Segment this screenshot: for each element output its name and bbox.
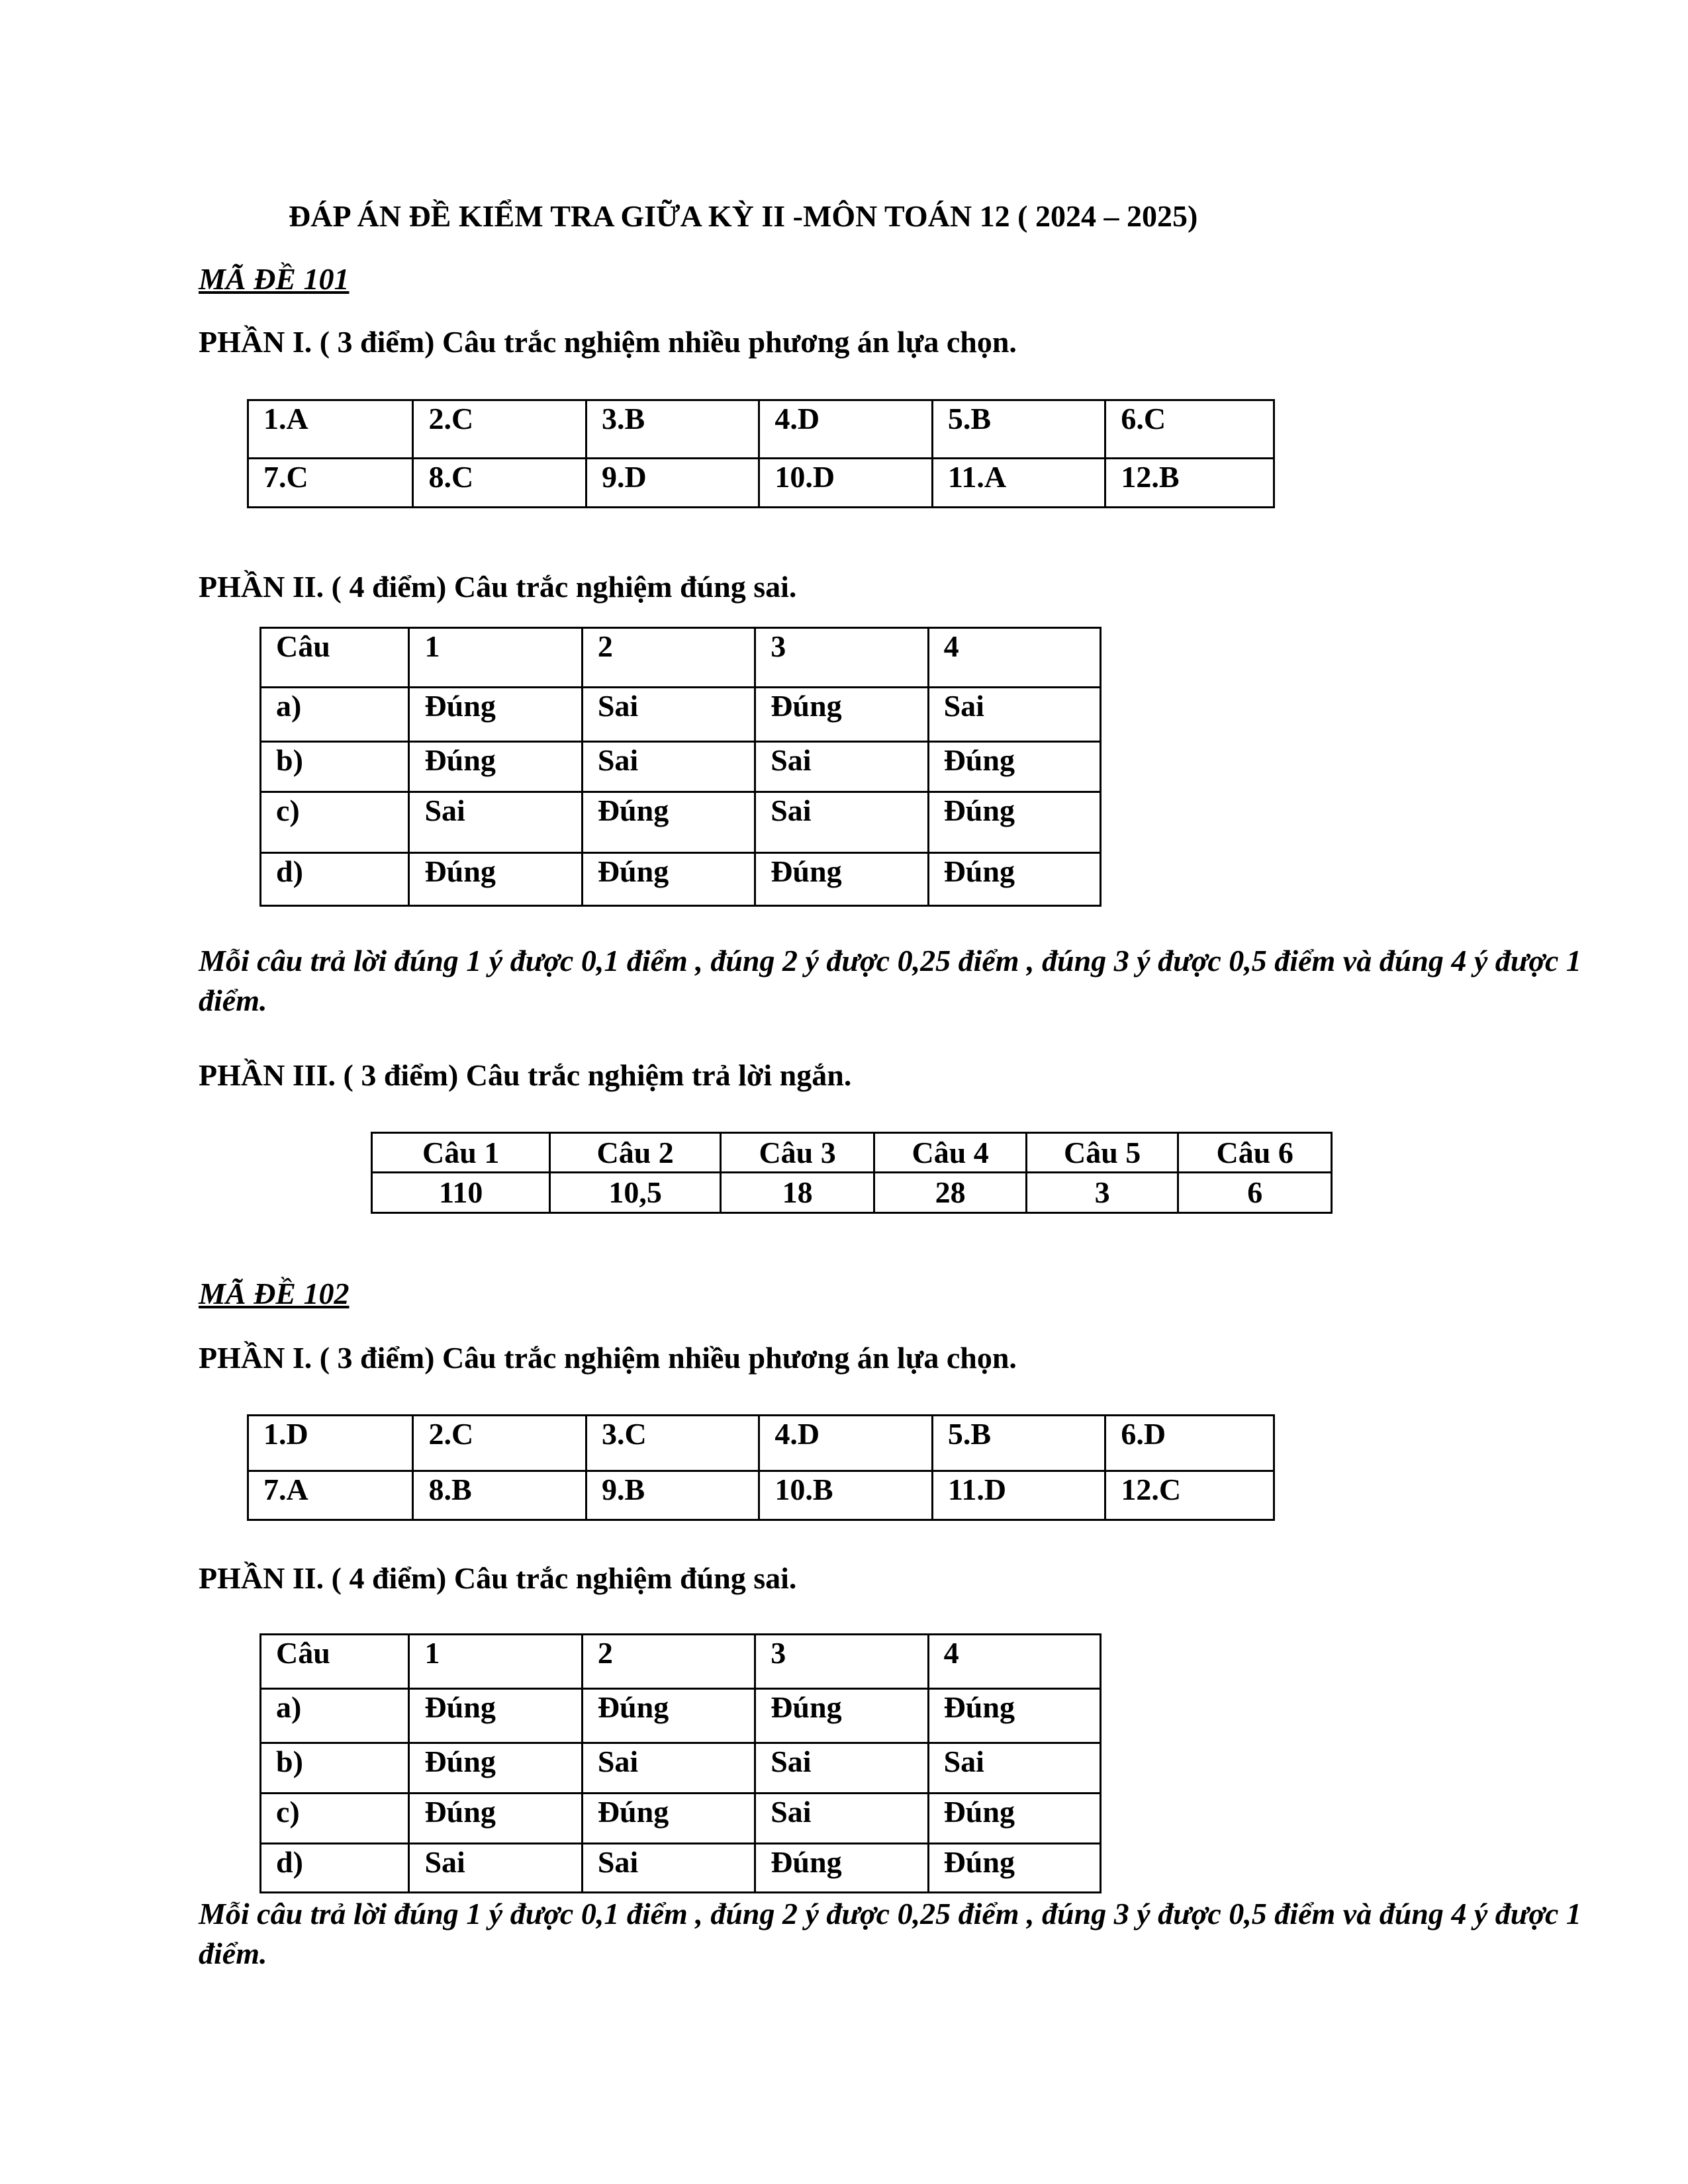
answer-cell: Sai [582, 742, 755, 792]
answer-cell: Đúng [409, 853, 582, 906]
header-cell: Câu 5 [1026, 1133, 1178, 1173]
de101-scoring-note: Mỗi câu trả lời đúng 1 ý được 0,1 điểm , đúng 2 ý được 0,25 điểm , đúng 3 ý được 0,5 điểm và đúng 4 ý được 1 điểm. [199, 944, 1581, 1017]
de101-part3-table [371, 1132, 1333, 1214]
answer-cell: Đúng [582, 1689, 755, 1743]
answer-cell: Đúng [755, 853, 928, 906]
answer-cell: 6.C [1105, 400, 1274, 459]
row-label: c) [261, 792, 409, 853]
answer-cell: Sai [755, 1743, 928, 1794]
de102-part1-table [247, 1414, 1275, 1521]
header-cell: Câu [261, 628, 409, 688]
answer-cell: 9.B [586, 1471, 759, 1520]
page-title: ĐÁP ÁN ĐỀ KIỂM TRA GIỮA KỲ II -MÔN TOÁN 12 ( 2024 – 2025) [289, 199, 1198, 233]
answer-cell: Đúng [409, 742, 582, 792]
header-cell: Câu 6 [1178, 1133, 1332, 1173]
answer-cell: Đúng [928, 1794, 1100, 1844]
answer-cell: Đúng [582, 853, 755, 906]
answer-cell: 1.A [248, 400, 413, 459]
answer-cell: 9.D [586, 459, 759, 508]
answer-cell: 3 [1026, 1173, 1178, 1213]
answer-cell: Đúng [582, 792, 755, 853]
answer-cell: 6 [1178, 1173, 1332, 1213]
answer-cell: 11.A [932, 459, 1105, 508]
answer-cell: Sai [582, 688, 755, 742]
answer-cell: Sai [928, 688, 1100, 742]
answer-cell: Đúng [928, 1844, 1100, 1893]
answer-cell: 4.D [759, 400, 933, 459]
header-cell: 4 [928, 628, 1100, 688]
answer-cell: 110 [372, 1173, 550, 1213]
de102-part2-table [259, 1633, 1102, 1893]
de102-scoring-note: Mỗi câu trả lời đúng 1 ý được 0,1 điểm , đúng 2 ý được 0,25 điểm , đúng 3 ý được 0,5 điểm và đúng 4 ý được 1 điểm. [199, 1897, 1581, 1970]
answer-cell: 5.B [932, 400, 1105, 459]
answer-cell: Sai [582, 1743, 755, 1794]
row-label: c) [261, 1794, 409, 1844]
answer-cell: 28 [874, 1173, 1027, 1213]
answer-cell: 10.D [759, 459, 933, 508]
answer-cell: 18 [720, 1173, 874, 1213]
answer-cell: Đúng [928, 792, 1100, 853]
answer-cell: 8.C [413, 459, 586, 508]
de102-part2-heading: PHẦN II. ( 4 điểm) Câu trắc nghiệm đúng sai. [199, 1561, 797, 1595]
exam-code-101: MÃ ĐỀ 101 [199, 262, 350, 296]
de101-part1-table [247, 399, 1275, 508]
answer-cell: 6.D [1105, 1416, 1274, 1471]
de101-part2-heading: PHẦN II. ( 4 điểm) Câu trắc nghiệm đúng sai. [199, 570, 797, 604]
de101-part3-heading: PHẦN III. ( 3 điểm) Câu trắc nghiệm trả lời ngắn. [199, 1058, 852, 1092]
answer-cell: Sai [755, 1794, 928, 1844]
row-label: a) [261, 688, 409, 742]
header-cell: 4 [928, 1635, 1100, 1689]
answer-cell: 8.B [413, 1471, 586, 1520]
answer-cell: 12.C [1105, 1471, 1274, 1520]
header-cell: 1 [409, 1635, 582, 1689]
de101-part2-table [259, 627, 1102, 907]
answer-cell: 12.B [1105, 459, 1274, 508]
header-cell: 1 [409, 628, 582, 688]
answer-cell: Đúng [755, 1689, 928, 1743]
header-cell: Câu 3 [720, 1133, 874, 1173]
header-cell: 3 [755, 628, 928, 688]
answer-cell: 10,5 [550, 1173, 720, 1213]
answer-cell: Sai [928, 1743, 1100, 1794]
answer-cell: Đúng [409, 1689, 582, 1743]
row-label: a) [261, 1689, 409, 1743]
header-cell: Câu 4 [874, 1133, 1027, 1173]
answer-cell: 11.D [932, 1471, 1105, 1520]
header-cell: 2 [582, 1635, 755, 1689]
answer-cell: Đúng [409, 1743, 582, 1794]
answer-cell: 2.C [413, 400, 586, 459]
answer-cell: Sai [582, 1844, 755, 1893]
answer-cell: 10.B [759, 1471, 933, 1520]
answer-cell: Đúng [755, 688, 928, 742]
answer-cell: 7.C [248, 459, 413, 508]
answer-cell: Đúng [582, 1794, 755, 1844]
answer-cell: 5.B [932, 1416, 1105, 1471]
answer-cell: 1.D [248, 1416, 413, 1471]
header-cell: Câu [261, 1635, 409, 1689]
answer-cell: 3.C [586, 1416, 759, 1471]
header-cell: 3 [755, 1635, 928, 1689]
answer-cell: 7.A [248, 1471, 413, 1520]
answer-cell: Đúng [928, 853, 1100, 906]
de102-part1-heading: PHẦN I. ( 3 điểm) Câu trắc nghiệm nhiều phương án lựa chọn. [199, 1341, 1017, 1375]
answer-cell: Đúng [928, 742, 1100, 792]
answer-cell: Sai [409, 792, 582, 853]
de101-part1-heading: PHẦN I. ( 3 điểm) Câu trắc nghiệm nhiều phương án lựa chọn. [199, 325, 1017, 359]
answer-cell: 2.C [413, 1416, 586, 1471]
answer-cell: Sai [409, 1844, 582, 1893]
row-label: b) [261, 742, 409, 792]
row-label: d) [261, 1844, 409, 1893]
answer-cell: 3.B [586, 400, 759, 459]
header-cell: 2 [582, 628, 755, 688]
answer-cell: Đúng [928, 1689, 1100, 1743]
answer-cell: Đúng [755, 1844, 928, 1893]
header-cell: Câu 1 [372, 1133, 550, 1173]
exam-code-102: MÃ ĐỀ 102 [199, 1277, 350, 1310]
row-label: b) [261, 1743, 409, 1794]
answer-cell: Đúng [409, 688, 582, 742]
answer-cell: 4.D [759, 1416, 933, 1471]
answer-cell: Đúng [409, 1794, 582, 1844]
answer-cell: Sai [755, 792, 928, 853]
header-cell: Câu 2 [550, 1133, 720, 1173]
answer-cell: Sai [755, 742, 928, 792]
row-label: d) [261, 853, 409, 906]
